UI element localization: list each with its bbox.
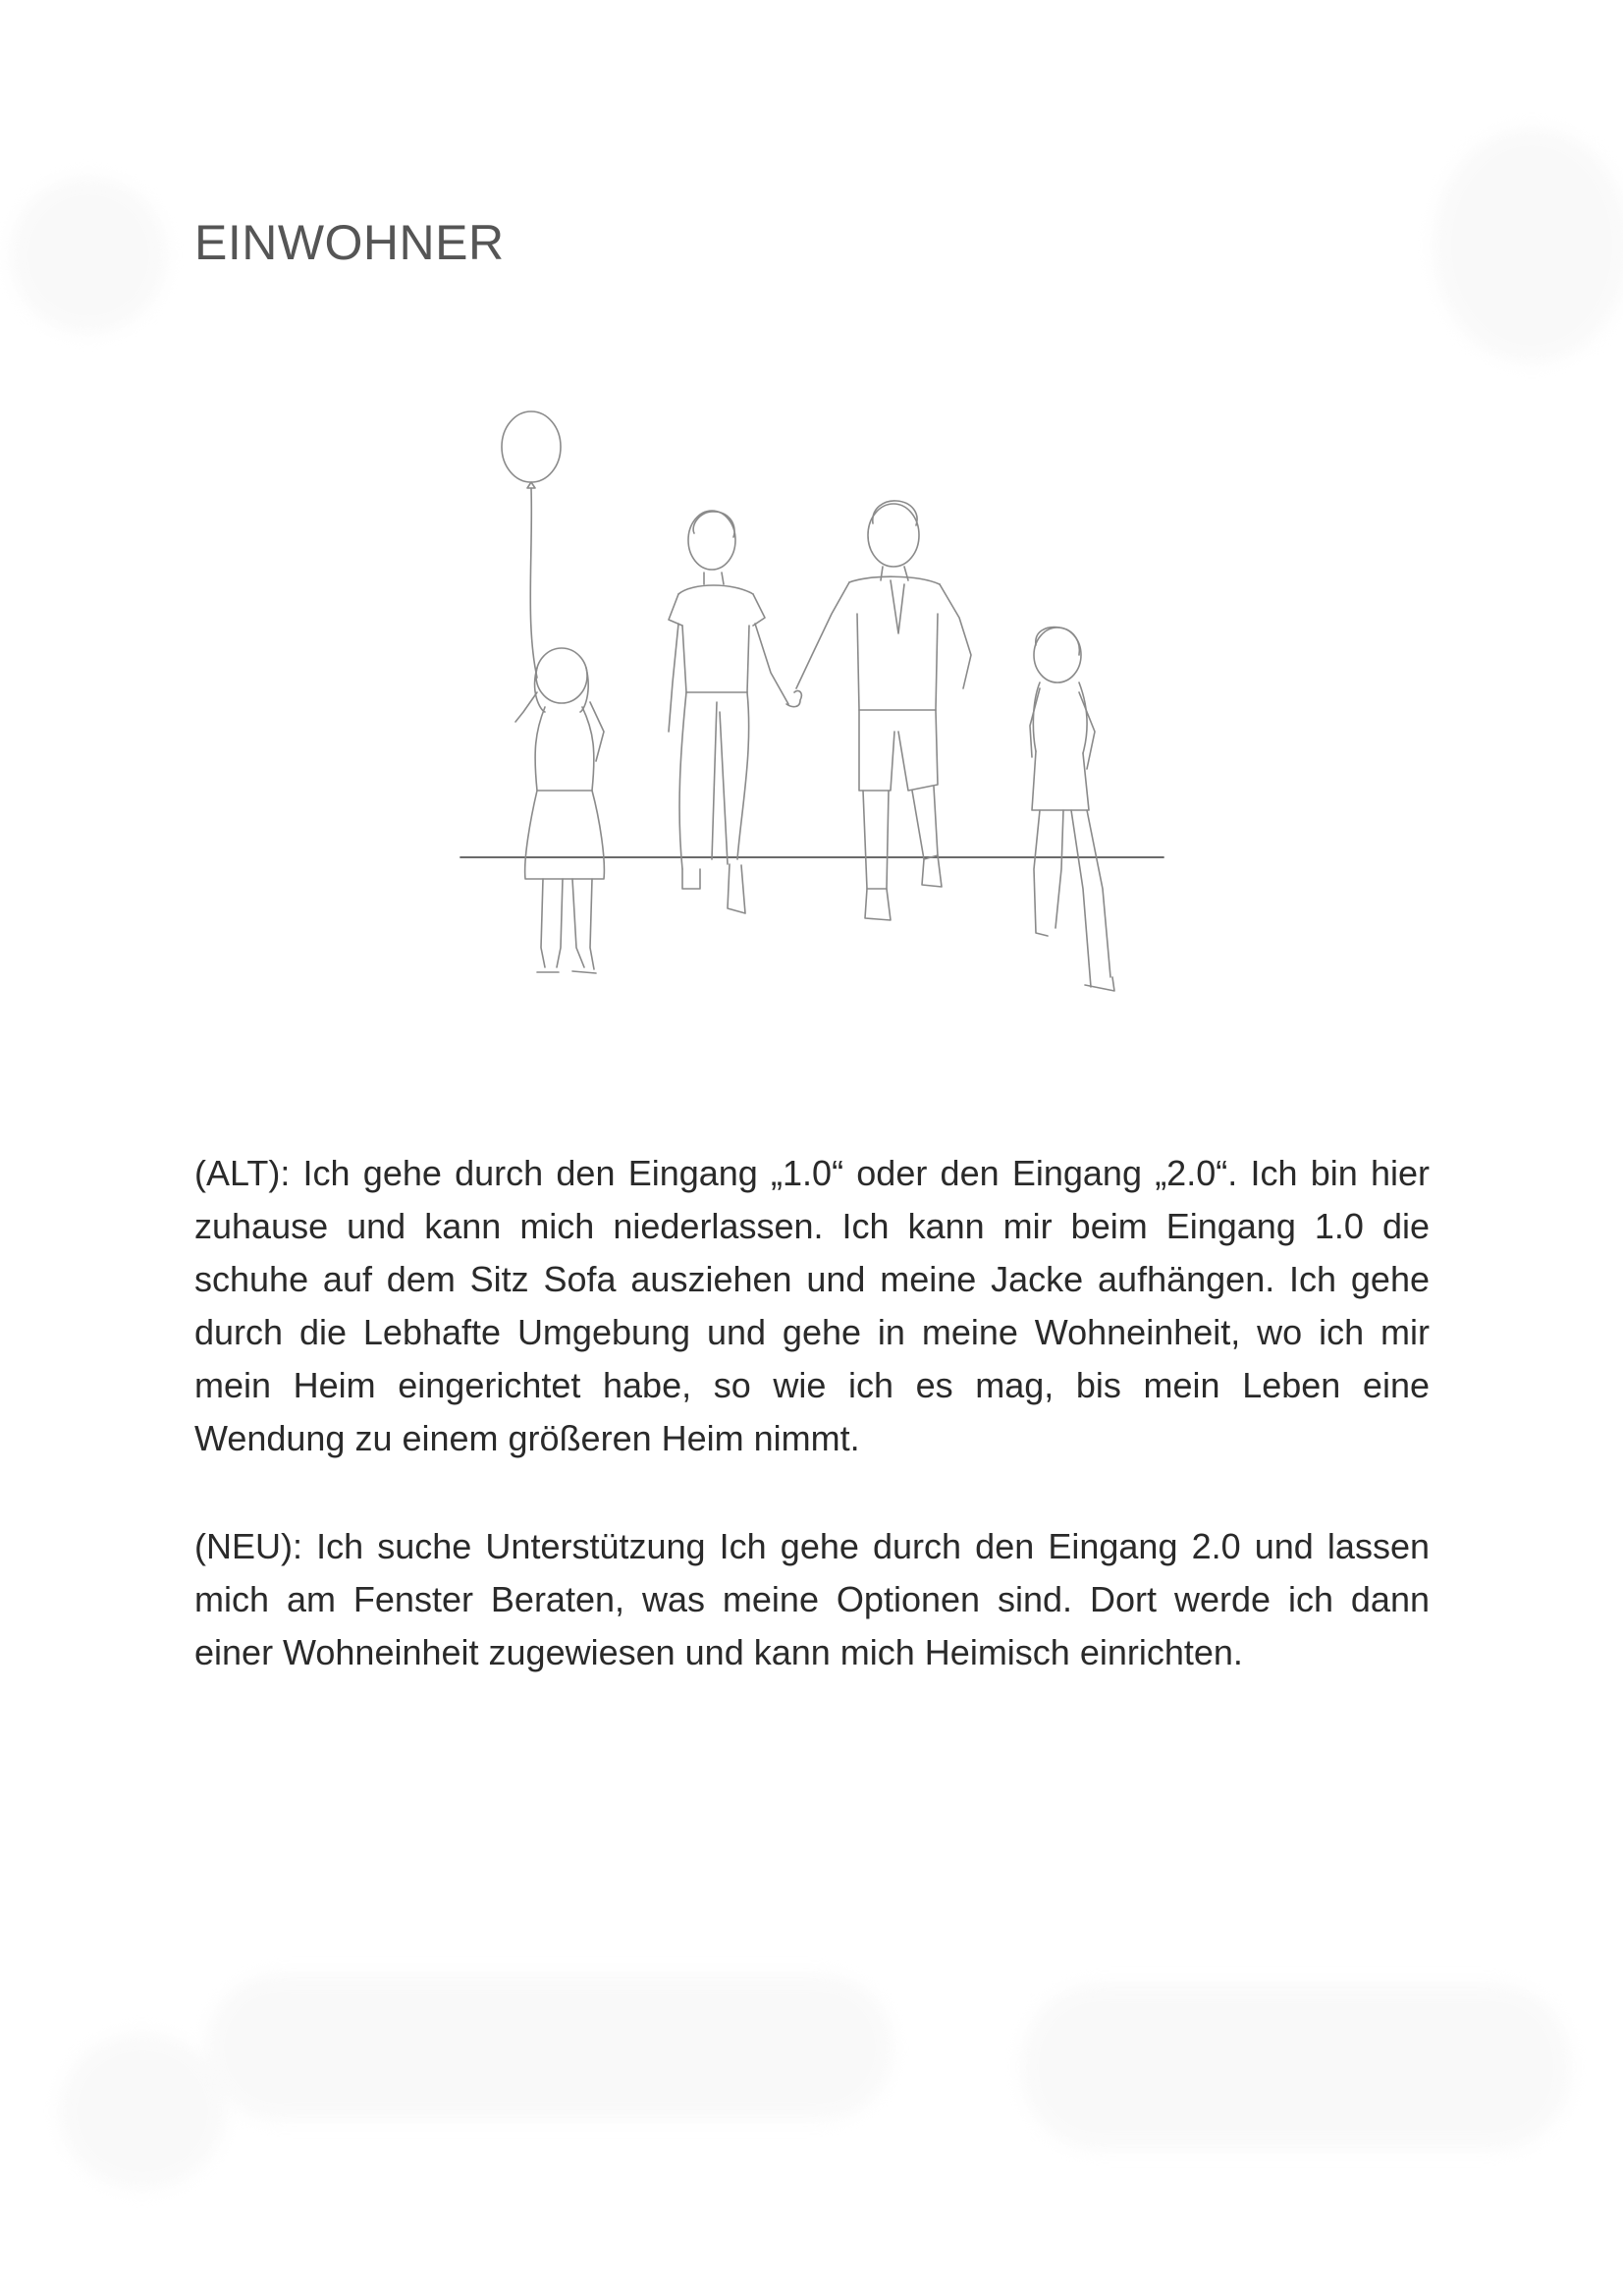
family-walking-sketch-icon [447, 398, 1193, 1036]
page-title: EINWOHNER [194, 215, 505, 270]
background-blob [206, 1974, 893, 2121]
paragraph-alt: (ALT): Ich gehe durch den Eingang „1.0“ oder den Eingang „2.0“. Ich bin hier zuhause und kann mich niederlassen. Ich kann mir beim Eingang 1.0 die schuhe auf dem Sitz Sofa ausziehen und meine Jacke aufhängen. Ich gehe durch die Lebhafte Umgebung und gehe in meine Wohneinheit, wo ich mir mein Heim eingerichtet habe, so wie ich es mag, bis mein Leben eine Wendung zu einem größeren Heim nimmt. [194, 1153, 1430, 1458]
background-blob [59, 2033, 226, 2190]
paragraph-neu: (NEU): Ich suche Unterstützung Ich gehe durch den Eingang 2.0 und lassen mich am Fenster Beraten, was meine Optionen sind. Dort werde ich dann einer Wohneinheit zugewiesen und kann mich Heimisch einrichten. [194, 1526, 1430, 1672]
background-blob [10, 177, 167, 334]
background-blob [1434, 128, 1623, 363]
background-blob [1021, 1984, 1571, 2151]
